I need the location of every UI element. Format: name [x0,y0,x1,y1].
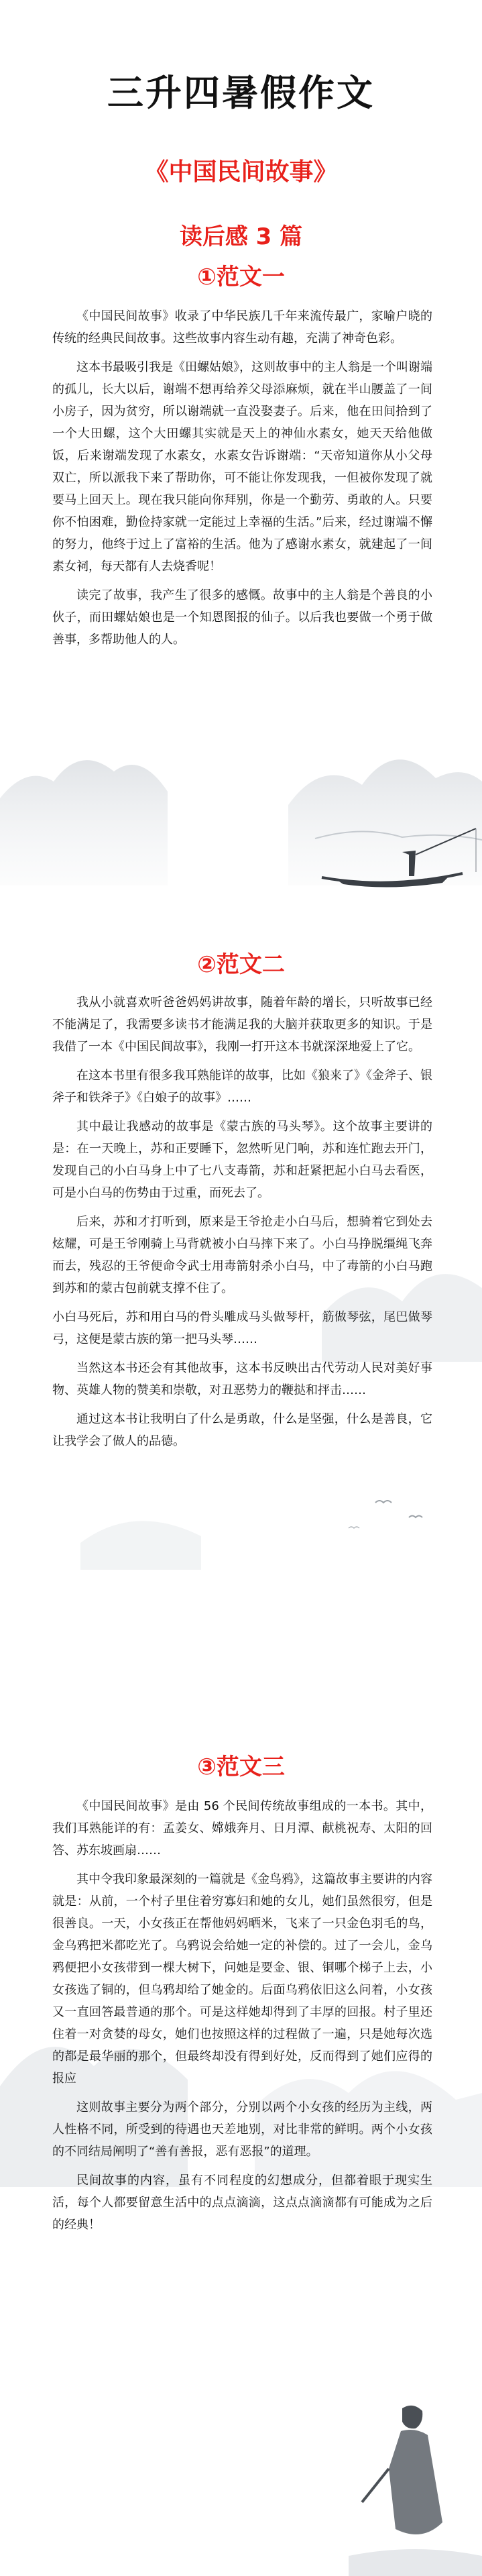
essay-2-paragraph: 我从小就喜欢听爸爸妈妈讲故事，随着年龄的增长，只听故事已经不能满足了，我需要多读书才能满足我的大脑并获取更多的知识。于是我借了一本《中国民间故事》，我刚一打开这本书就深深地爱上了它。 [52,996,432,1054]
ink-mountain-decoration [0,664,482,885]
essay-2-heading: ②范文二 [197,951,285,978]
essay-2-paragraph: 其中最让我感动的故事是《蒙古族的马头琴》。这个故事主要讲的是：在一天晚上，苏和正要睡下，忽然听见门响，苏和连忙跑去开门，发现自己的小白马身上中了七八支毒箭，苏和赶紧把起小白马去看医，可是小白马的伤势由于过重，而死去了。 [52,1120,432,1200]
essay-3-heading: ③范文三 [197,1754,285,1780]
page-title: 三升四暑假作文 [107,72,375,114]
essay-2-paragraph: 通过这本书让我明白了什么是勇敢，什么是坚强，什么是善良，它让我学会了做人的品德。 [52,1412,432,1448]
essay-2-paragraph: 小白马死后，苏和用白马的骨头雕成马头做琴杆，筋做琴弦，尾巴做琴弓，这便是蒙古族的第一把马头琴…… [52,1310,432,1346]
essay-2-paragraph: 当然这本书还会有其他故事，这本书反映出古代劳动人民对美好事物、英雄人物的赞美和崇敬，对丑恶势力的鞭挞和抨击…… [52,1361,432,1397]
essay-2-paragraph: 后来，苏和才打听到，原来是王爷抢走小白马后，想骑着它到处去炫耀，可是王爷刚骑上马背就被小白马摔下来了。小白马挣脱缰绳飞奔而去，残忍的王爷便命令武士用毒箭射杀小白马，中了毒箭的小白马跑到苏和的蒙古包前就支撑不住了。 [52,1215,432,1295]
essay-2-body [52,991,432,1459]
book-title: 《中国民间故事》 [144,158,338,186]
fisherman-boat-decoration [308,825,482,899]
scholar-figure-decoration [349,2388,482,2576]
essay-1-paragraph: 这本书最吸引我是《田螺姑娘》，这则故事中的主人翁是一个叫谢端的孤儿，长大以后，谢端不想再给养父母添麻烦，就在半山腰盖了一间小房子，因为贫穷，所以谢端就一直没娶妻子。后来，他在田间拾到了一个大田螺，这个大田螺其实就是天上的神仙水素女，她天天给他做饭，后来谢端发现了水素女，水素女告诉谢端：“天帝知道你从小父母双亡，所以派我下来了帮助你，可不能让你发现我，一但被你发现了就要马上回天上。现在我只能向你拜别，你是一个勤劳、勇敢的人。只要你不怕困难，勤俭持家就一定能过上幸福的生活。”后来，经过谢端不懈的努力，他终于过上了富裕的生活。他为了感谢水素女，就建起了一间素女祠，每天都有人去烧香呢！ [52,360,432,574]
essay-1-paragraph: 《中国民间故事》收录了中华民族几千年来流传最广，家喻户晓的传统的经典民间故事。这些故事内容生动有趣，充满了神奇色彩。 [52,309,432,345]
essay-1-heading: ①范文一 [197,264,285,290]
essay-3-paragraph: 这则故事主要分为两个部分，分别以两个小女孩的经历为主线，两人性格不同，所受到的待遇也天差地别，对比非常的鲜明。两个小女孩的不同结局阐明了“善有善报，恶有恶报”的道理。 [52,2100,432,2159]
essay-3-paragraph: 其中令我印象最深刻的一篇就是《金鸟鸦》，这篇故事主要讲的内容就是：从前，一个村子里住着穷寡妇和她的女儿，她们虽然很穷，但是很善良。一天，小女孩正在帮他妈妈晒米，飞来了一只金色羽毛的鸟，金乌鸦把米都吃光了。乌鸦说会给她一定的补偿的。过了一会儿，金乌鸦便把小女孩带到一棵大树下，问她是要金、银、铜哪个梯子上去，小女孩选了铜的，但乌鸦却给了她金的。后面乌鸦依旧这么问着，小女孩又一直回答最普通的那个。可是这样她却得到了丰厚的回报。村子里还住着一对贪婪的母女，她们也按照这样的过程做了一遍，只是她每次选的都是最华丽的那个，但最终却没有得到好处，反而得到了她们应得的报应 [52,1872,432,2086]
essay-3-body [52,1795,432,2243]
essay-2-paragraph: 在这本书里有很多我耳熟能详的故事，比如《狼来了》《金斧子、银斧子和铁斧子》《白娘子的故事》…… [52,1069,432,1105]
essay-1-paragraph: 读完了故事，我产生了很多的感慨。故事中的主人翁是个善良的小伙子，而田螺姑娘也是一个知恩图报的仙子。以后我也要做一个勇于做善事，多帮助他人的人。 [52,588,432,647]
essay-3-paragraph: 《中国民间故事》是由 56 个民间传统故事组成的一本书。其中，我们耳熟能详的有：孟姜女、嫦娥奔月、日月潭、献桃祝寿、太阳的回答、苏东坡画扇…… [52,1799,432,1858]
birds-decoration [0,1476,482,1570]
essay-1-body [52,305,432,657]
page-subtitle: 读后感 3 篇 [179,223,303,250]
essay-3-paragraph: 民间故事的内容，虽有不同程度的幻想成分，但都着眼于现实生活，每个人都要留意生活中的点点滴滴，这点点滴滴都有可能成为之后的经典！ [52,2174,432,2232]
